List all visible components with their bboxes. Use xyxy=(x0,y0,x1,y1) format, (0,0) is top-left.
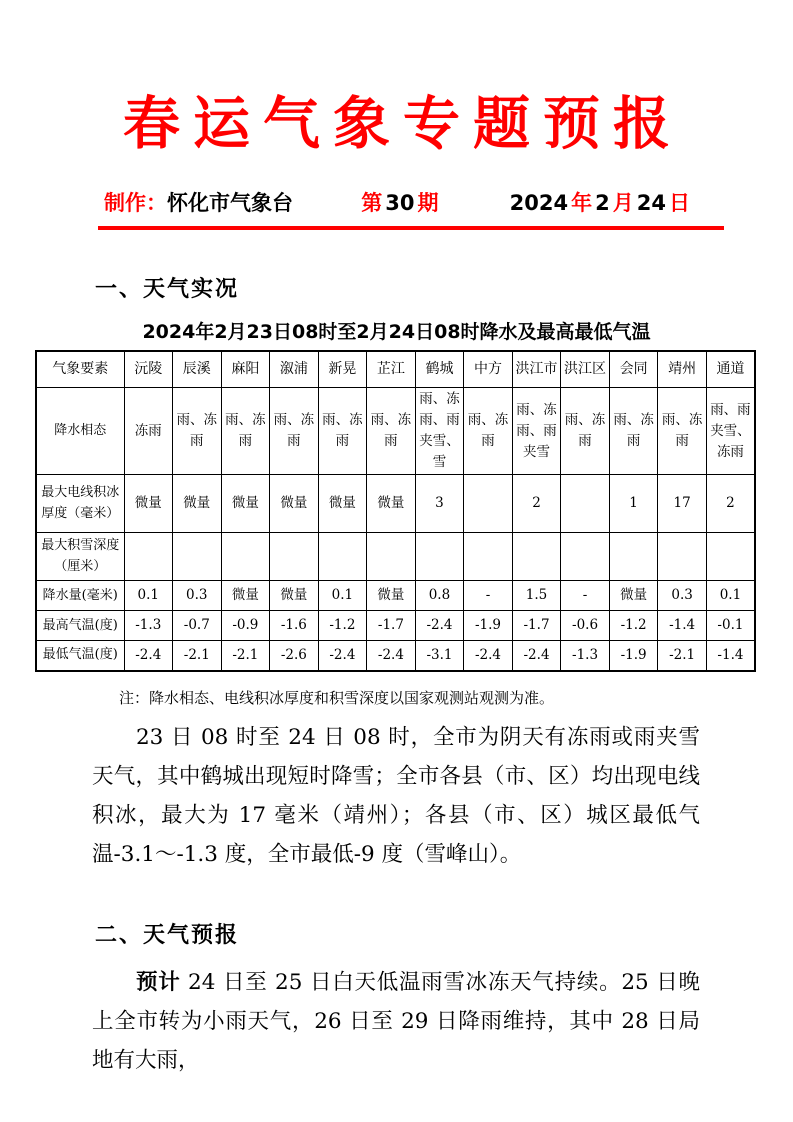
table-cell: -1.4 xyxy=(706,641,755,671)
table-cell: 3 xyxy=(415,475,464,533)
row-label: 降水量(毫米) xyxy=(36,581,124,611)
table-cell: - xyxy=(561,581,610,611)
table-cell: -2.4 xyxy=(512,641,561,671)
table-cell: 雨、冻雨 xyxy=(221,388,270,475)
issue-group xyxy=(361,187,438,217)
table-cell: -1.3 xyxy=(561,641,610,671)
table-cell: 微量 xyxy=(173,475,222,533)
table-cell xyxy=(561,533,610,581)
date-month: 2 xyxy=(595,190,610,215)
table-cell xyxy=(512,533,561,581)
table-cell: 微量 xyxy=(270,475,319,533)
producer-group xyxy=(104,187,293,217)
table-cell xyxy=(464,475,513,533)
table-cell: 雨、冻雨 xyxy=(173,388,222,475)
row-label: 最高气温(度) xyxy=(36,611,124,641)
weather-summary-text: 23 日 08 时至 24 日 08 时，全市为阴天有冻雨或雨夹雪天气，其中鹤城出现短时降雪；全市各县（市、区）均出现电线积冰，最大为 17 毫米（靖州）；各县（市、区）城区最低气温-3.1～-1.3 度，全市最低-9 度（雪峰山）。 xyxy=(92,724,700,867)
table-cell: 2 xyxy=(706,475,755,533)
table-cell: 0.8 xyxy=(415,581,464,611)
table-cell: 微量 xyxy=(318,475,367,533)
forecast-text: 24 日至 25 日白天低温雨雪冰冻天气持续。25 日晚上全市转为小雨天气，26 日至 29 日降雨维持，其中 28 日局地有大雨， xyxy=(92,969,700,1073)
header-divider-rule xyxy=(98,226,724,230)
weather-table xyxy=(35,350,756,672)
section2-heading: 二、天气预报 xyxy=(95,922,240,948)
table-row xyxy=(36,611,755,641)
table-cell: -2.1 xyxy=(658,641,707,671)
table-cell: 雨、雨夹雪、冻雨 xyxy=(706,388,755,475)
issue-prefix: 第 xyxy=(361,190,383,215)
date-month-unit: 月 xyxy=(612,190,634,215)
table-cell: 0.3 xyxy=(658,581,707,611)
forecast-paragraph xyxy=(92,963,700,1080)
table-cell xyxy=(173,533,222,581)
table-cell: -0.7 xyxy=(173,611,222,641)
table-cell: -1.4 xyxy=(658,611,707,641)
table-cell: 微量 xyxy=(367,475,416,533)
report-date xyxy=(507,187,690,217)
column-header: 溆浦 xyxy=(270,351,319,388)
table-cell: 雨、冻雨、雨夹雪 xyxy=(512,388,561,475)
table-cell: 微量 xyxy=(270,581,319,611)
column-header: 洪江区 xyxy=(561,351,610,388)
table-cell: -1.7 xyxy=(367,611,416,641)
table-cell: 2 xyxy=(512,475,561,533)
table-cell: -2.4 xyxy=(367,641,416,671)
table-cell: 雨、冻雨 xyxy=(318,388,367,475)
table-cell: -3.1 xyxy=(415,641,464,671)
table-cell: -0.9 xyxy=(221,611,270,641)
table-cell: -2.4 xyxy=(415,611,464,641)
column-header: 辰溪 xyxy=(173,351,222,388)
table-cell: 雨、冻雨、雨夹雪、雪 xyxy=(415,388,464,475)
table-cell: -2.4 xyxy=(124,641,173,671)
table-cell: -1.2 xyxy=(318,611,367,641)
table-title: 2024年2月23日08时至2月24日08时降水及最高最低气温 xyxy=(142,320,651,343)
column-header: 芷江 xyxy=(367,351,416,388)
table-cell: - xyxy=(464,581,513,611)
table-cell: 微量 xyxy=(221,475,270,533)
table-cell: -1.7 xyxy=(512,611,561,641)
table-cell: -1.6 xyxy=(270,611,319,641)
date-year-unit: 年 xyxy=(571,190,593,215)
table-cell xyxy=(124,533,173,581)
table-cell: 雨、冻雨 xyxy=(270,388,319,475)
table-cell: 0.1 xyxy=(124,581,173,611)
column-header: 通道 xyxy=(706,351,755,388)
table-cell: 微量 xyxy=(609,581,658,611)
section1-heading: 一、天气实况 xyxy=(95,276,240,302)
column-header: 洪江市 xyxy=(512,351,561,388)
row-label: 最大电线积冰厚度（毫米） xyxy=(36,475,124,533)
table-note: 注：降水相态、电线积冰厚度和积雪深度以国家观测站观测为准。 xyxy=(119,688,555,707)
table-row xyxy=(36,581,755,611)
column-header: 鹤城 xyxy=(415,351,464,388)
table-header-row xyxy=(36,351,755,388)
table-cell: 雨、冻雨 xyxy=(464,388,513,475)
table-cell: -1.9 xyxy=(609,641,658,671)
table-cell: -0.1 xyxy=(706,611,755,641)
issue-number: 30 xyxy=(385,190,415,215)
table-cell: 0.3 xyxy=(173,581,222,611)
table-cell: -2.6 xyxy=(270,641,319,671)
issue-suffix: 期 xyxy=(417,190,439,215)
table-cell: -2.1 xyxy=(221,641,270,671)
table-cell xyxy=(270,533,319,581)
table-cell xyxy=(658,533,707,581)
table-cell: 雨、冻雨 xyxy=(658,388,707,475)
column-header: 靖州 xyxy=(658,351,707,388)
weather-summary-paragraph xyxy=(92,718,700,874)
row-label: 降水相态 xyxy=(36,388,124,475)
table-cell xyxy=(561,475,610,533)
table-cell: -1.9 xyxy=(464,611,513,641)
table-cell xyxy=(706,533,755,581)
date-day-unit: 日 xyxy=(668,190,690,215)
table-row xyxy=(36,533,755,581)
table-row xyxy=(36,388,755,475)
producer-name: 怀化市气象台 xyxy=(167,190,293,215)
report-title: 春运气象专题预报 xyxy=(123,90,683,157)
table-cell: 1 xyxy=(609,475,658,533)
table-cell: 微量 xyxy=(221,581,270,611)
table-cell: 雨、冻雨 xyxy=(367,388,416,475)
table-cell xyxy=(318,533,367,581)
column-header: 中方 xyxy=(464,351,513,388)
column-header: 麻阳 xyxy=(221,351,270,388)
forecast-lead: 预计 xyxy=(136,969,181,995)
row-label: 最低气温(度) xyxy=(36,641,124,671)
table-cell: 0.1 xyxy=(706,581,755,611)
date-day: 24 xyxy=(636,190,666,215)
table-cell: 17 xyxy=(658,475,707,533)
producer-label: 制作： xyxy=(104,190,167,215)
table-cell: -1.2 xyxy=(609,611,658,641)
table-cell xyxy=(609,533,658,581)
table-cell xyxy=(415,533,464,581)
table-cell: 微量 xyxy=(367,581,416,611)
table-cell: 冻雨 xyxy=(124,388,173,475)
table-cell: -2.4 xyxy=(318,641,367,671)
table-cell: -0.6 xyxy=(561,611,610,641)
column-header: 新晃 xyxy=(318,351,367,388)
date-year: 2024 xyxy=(509,190,569,215)
table-row xyxy=(36,641,755,671)
row-label: 最大积雪深度（厘米） xyxy=(36,533,124,581)
table-row xyxy=(36,475,755,533)
table-cell: 雨、冻雨 xyxy=(561,388,610,475)
column-header: 沅陵 xyxy=(124,351,173,388)
table-cell: -2.4 xyxy=(464,641,513,671)
table-cell: 雨、冻雨 xyxy=(609,388,658,475)
table-cell: -2.1 xyxy=(173,641,222,671)
table-cell xyxy=(464,533,513,581)
table-cell: 1.5 xyxy=(512,581,561,611)
table-cell: 0.1 xyxy=(318,581,367,611)
column-header: 气象要素 xyxy=(36,351,124,388)
table-cell: -1.3 xyxy=(124,611,173,641)
table-cell xyxy=(221,533,270,581)
column-header: 会同 xyxy=(609,351,658,388)
table-cell xyxy=(367,533,416,581)
table-cell: 微量 xyxy=(124,475,173,533)
report-meta-row xyxy=(104,187,690,217)
